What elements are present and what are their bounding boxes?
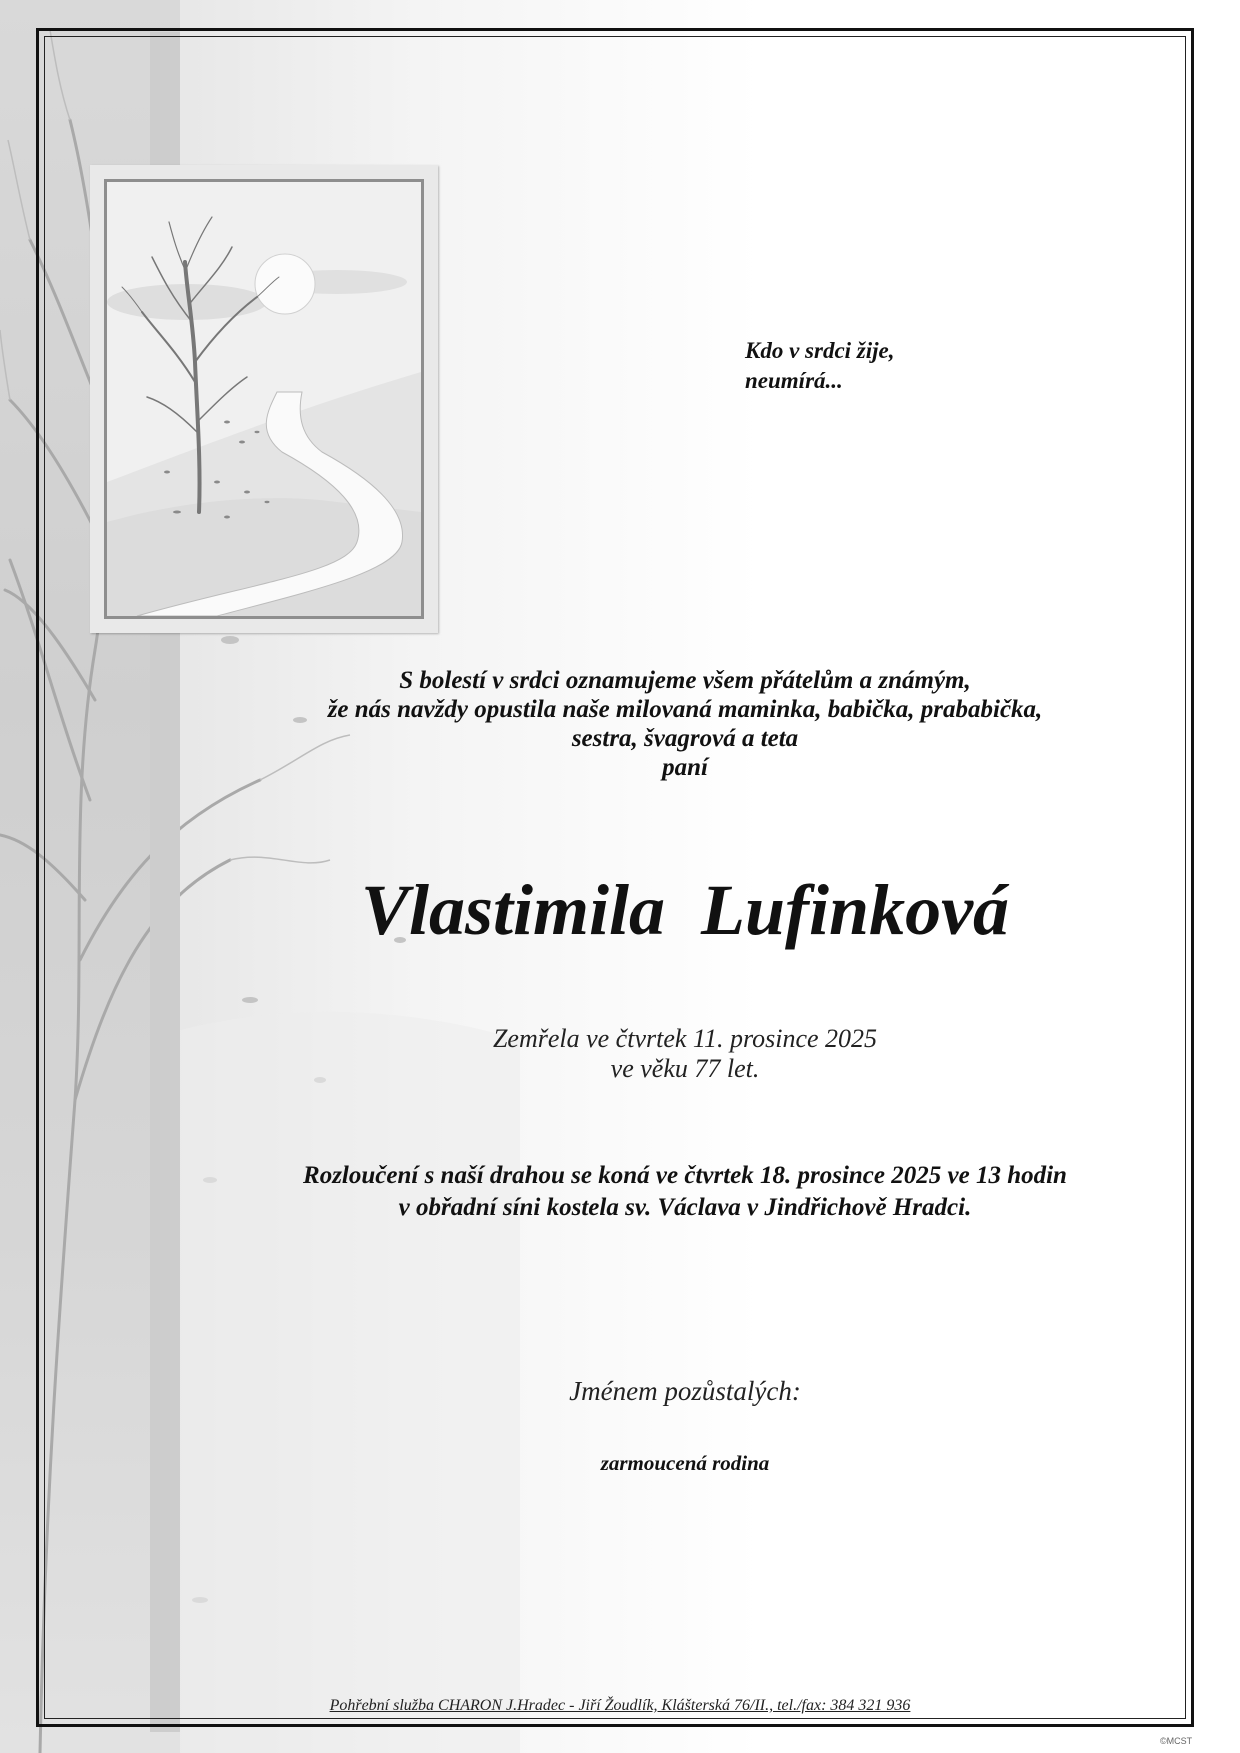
farewell-line: v obřadní síni kostela sv. Václava v Jindřichově Hradci. xyxy=(398,1194,972,1221)
death-date: Zemřela ve čtvrtek 11. prosince 2025 xyxy=(492,1024,878,1053)
announcement-line: sestra, švagrová a teta xyxy=(571,725,799,752)
announcement-line: že nás navždy opustila naše milovaná maminka, babička, prababička, xyxy=(327,696,1043,723)
on-behalf-label: Jménem pozůstalých: xyxy=(569,1376,801,1406)
copyright-mark: ©MCST xyxy=(1160,1736,1193,1746)
farewell-line: Rozloučení s naší drahou se koná ve čtvrtek 18. prosince 2025 ve 13 hodin xyxy=(303,1162,1067,1189)
motto xyxy=(745,336,1065,396)
death-age: ve věku 77 let. xyxy=(610,1054,760,1083)
announcement-line: S bolestí v srdci oznamujeme všem přátelům a známým, xyxy=(399,667,971,694)
picture-border xyxy=(104,179,424,619)
farewell-announcement xyxy=(180,1160,1190,1224)
family-signature: zarmoucená rodina xyxy=(600,1451,770,1475)
deceased-name: Vlastimila Lufinková xyxy=(360,870,1010,950)
death-info xyxy=(180,1024,1190,1084)
motto-line: Kdo v srdci žije, xyxy=(745,338,895,363)
funeral-service-footer: Pohřební služba CHARON J.Hradec - Jiří Žoudlík, Klášterská 76/II., tel./fax: 384 321 936 xyxy=(329,1697,911,1714)
framed-picture xyxy=(90,165,438,633)
tree-moon-path-illustration xyxy=(107,182,421,616)
motto-line: neumírá... xyxy=(745,368,843,393)
announcement-line: paní xyxy=(662,754,708,781)
announcement xyxy=(180,666,1190,782)
